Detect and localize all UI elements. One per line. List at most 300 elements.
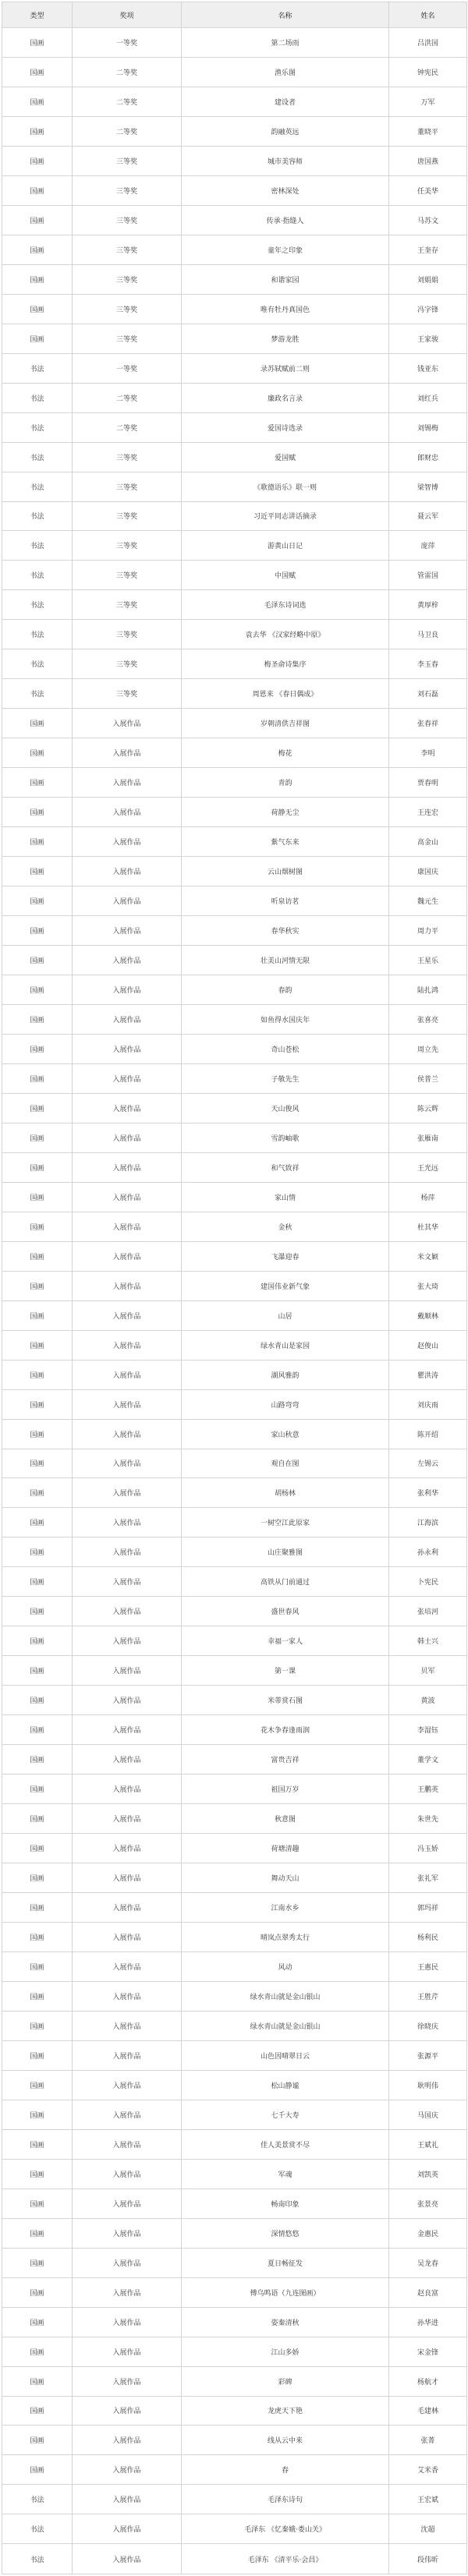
cell-author: 杨利民 (389, 1923, 467, 1952)
cell-award: 入展作品 (73, 2514, 182, 2544)
cell-title: 如鱼得水国庆年 (182, 1004, 389, 1034)
header-author: 姓名 (389, 2, 467, 28)
cell-type: 书法 (2, 501, 73, 531)
cell-type: 书法 (2, 590, 73, 620)
cell-title: 云山烟树图 (182, 857, 389, 886)
cell-type: 国画 (2, 1508, 73, 1537)
table-row (2, 2396, 467, 2426)
cell-award: 入展作品 (73, 1300, 182, 1330)
table-row (2, 1893, 467, 1923)
cell-title: 紫气东来 (182, 827, 389, 857)
cell-award: 入展作品 (73, 1537, 182, 1567)
cell-award: 入展作品 (73, 1508, 182, 1537)
cell-type: 国画 (2, 1449, 73, 1478)
cell-author: 高金山 (389, 827, 467, 857)
cell-type: 国画 (2, 798, 73, 827)
cell-type: 书法 (2, 679, 73, 709)
cell-author: 黄厚梓 (389, 590, 467, 620)
cell-award: 三等奖 (73, 649, 182, 679)
cell-award: 入展作品 (73, 798, 182, 827)
table-row (2, 1449, 467, 1478)
table-row (2, 738, 467, 768)
cell-title: 《歌德语乐》联一则 (182, 472, 389, 501)
cell-award: 二等奖 (73, 57, 182, 87)
cell-title: 绿水青山是家园 (182, 1330, 389, 1360)
cell-award: 入展作品 (73, 1951, 182, 1981)
cell-award: 三等奖 (73, 146, 182, 175)
cell-author: 刘红兵 (389, 383, 467, 412)
table-row (2, 57, 467, 87)
table-row (2, 383, 467, 412)
cell-title: 春 (182, 2455, 389, 2485)
cell-author: 刘锡梅 (389, 412, 467, 442)
cell-award: 入展作品 (73, 827, 182, 857)
cell-type: 国画 (2, 1834, 73, 1863)
cell-award: 一等奖 (73, 353, 182, 383)
cell-award: 入展作品 (73, 975, 182, 1005)
cell-title: 彩碑 (182, 2366, 389, 2396)
cell-award: 入展作品 (73, 1567, 182, 1597)
cell-title: 绿水青山就是金山银山 (182, 2011, 389, 2040)
cell-title: 传承·指缝人 (182, 205, 389, 235)
cell-type: 国画 (2, 975, 73, 1005)
cell-title: 姿秦清秋 (182, 2307, 389, 2337)
cell-title: 毛泽东诗句 (182, 2485, 389, 2514)
cell-title: 毛泽东诗词选 (182, 590, 389, 620)
table-row (2, 1537, 467, 1567)
cell-title: 荷塘清趣 (182, 1834, 389, 1863)
cell-author: 吴龙春 (389, 2248, 467, 2277)
table-row (2, 1656, 467, 1686)
cell-type: 国画 (2, 1715, 73, 1745)
cell-title: 山路弯弯 (182, 1389, 389, 1419)
table-row (2, 2159, 467, 2189)
cell-type: 国画 (2, 205, 73, 235)
table-row (2, 501, 467, 531)
cell-title: 风动 (182, 1951, 389, 1981)
table-row (2, 1123, 467, 1152)
cell-type: 国画 (2, 1182, 73, 1212)
cell-author: 王宏斌 (389, 2485, 467, 2514)
cell-title: 建设者 (182, 87, 389, 116)
table-row (2, 1241, 467, 1271)
cell-title: 爱国赋 (182, 442, 389, 472)
cell-title: 深情悠悠 (182, 2218, 389, 2248)
cell-type: 国画 (2, 1241, 73, 1271)
cell-award: 三等奖 (73, 205, 182, 235)
cell-award: 入展作品 (73, 1863, 182, 1893)
cell-award: 入展作品 (73, 2189, 182, 2218)
table-row (2, 561, 467, 590)
table-row (2, 1330, 467, 1360)
cell-author: 王奎存 (389, 235, 467, 264)
cell-title: 城市美容师 (182, 146, 389, 175)
cell-title: 畅南印象 (182, 2189, 389, 2218)
cell-title: 家山秋意 (182, 1419, 389, 1449)
cell-title: 一树空江此原家 (182, 1508, 389, 1537)
cell-award: 入展作品 (73, 857, 182, 886)
cell-award: 入展作品 (73, 2337, 182, 2366)
cell-title: 山庄聚雅图 (182, 1537, 389, 1567)
table-row (2, 472, 467, 501)
table-row (2, 2248, 467, 2277)
cell-author: 聂云军 (389, 501, 467, 531)
cell-type: 国画 (2, 916, 73, 946)
cell-author: 张源平 (389, 2040, 467, 2070)
table-row (2, 2426, 467, 2455)
table-row (2, 1182, 467, 1212)
table-row (2, 294, 467, 324)
cell-author: 吕洪国 (389, 28, 467, 58)
table-row (2, 857, 467, 886)
cell-title: 观自在图 (182, 1449, 389, 1478)
cell-author: 梁智博 (389, 472, 467, 501)
cell-author: 王惠民 (389, 1951, 467, 1981)
cell-type: 国画 (2, 1745, 73, 1775)
cell-title: 晴岚点翠秀太行 (182, 1923, 389, 1952)
cell-type: 国画 (2, 1419, 73, 1449)
cell-title: 听泉访茗 (182, 886, 389, 916)
cell-author: 张培河 (389, 1597, 467, 1626)
cell-type: 国画 (2, 2159, 73, 2189)
cell-award: 入展作品 (73, 1004, 182, 1034)
table-row (2, 1300, 467, 1330)
cell-author: 孙华进 (389, 2307, 467, 2337)
cell-author: 刘娟娟 (389, 264, 467, 294)
cell-type: 国画 (2, 1360, 73, 1389)
cell-award: 三等奖 (73, 175, 182, 205)
cell-award: 入展作品 (73, 2544, 182, 2574)
cell-title: 夏日畅征发 (182, 2248, 389, 2277)
table-row (2, 679, 467, 709)
cell-award: 入展作品 (73, 1212, 182, 1241)
cell-type: 国画 (2, 2129, 73, 2159)
cell-author: 张春祥 (389, 709, 467, 738)
header-row (2, 2, 467, 28)
table-row (2, 116, 467, 146)
table-row (2, 649, 467, 679)
cell-type: 国画 (2, 1537, 73, 1567)
cell-award: 入展作品 (73, 1656, 182, 1686)
cell-author: 戴顺林 (389, 1300, 467, 1330)
cell-author: 艾米香 (389, 2455, 467, 2485)
cell-award: 入展作品 (73, 1834, 182, 1863)
table-row (2, 1863, 467, 1893)
cell-author: 王斌礼 (389, 2129, 467, 2159)
cell-type: 国画 (2, 1775, 73, 1804)
cell-award: 入展作品 (73, 1152, 182, 1182)
cell-title: 舞动天山 (182, 1863, 389, 1893)
table-row (2, 2307, 467, 2337)
cell-type: 国画 (2, 1804, 73, 1834)
table-row (2, 87, 467, 116)
table-row (2, 1686, 467, 1715)
cell-type: 国画 (2, 294, 73, 324)
cell-type: 国画 (2, 87, 73, 116)
cell-title: 松山静谧 (182, 2070, 389, 2100)
cell-type: 国画 (2, 2011, 73, 2040)
cell-award: 入展作品 (73, 1241, 182, 1271)
cell-award: 入展作品 (73, 2218, 182, 2248)
table-row (2, 1212, 467, 1241)
cell-type: 国画 (2, 1567, 73, 1597)
cell-award: 三等奖 (73, 531, 182, 561)
cell-title: 山居 (182, 1300, 389, 1330)
cell-author: 唐国燕 (389, 146, 467, 175)
table-row (2, 1597, 467, 1626)
table-row (2, 2011, 467, 2040)
cell-award: 入展作品 (73, 2426, 182, 2455)
cell-author: 张菁 (389, 2426, 467, 2455)
table-row (2, 2218, 467, 2248)
table-row (2, 1093, 467, 1123)
cell-title: 金秋 (182, 1212, 389, 1241)
cell-type: 国画 (2, 235, 73, 264)
table-row (2, 2070, 467, 2100)
cell-title: 飞瀑迎春 (182, 1241, 389, 1271)
cell-type: 书法 (2, 2485, 73, 2514)
cell-title: 童年之印象 (182, 235, 389, 264)
cell-title: 录苏轼赋前二则 (182, 353, 389, 383)
cell-award: 入展作品 (73, 2129, 182, 2159)
cell-title: 中国赋 (182, 561, 389, 590)
cell-type: 国画 (2, 2337, 73, 2366)
cell-type: 国画 (2, 2307, 73, 2337)
cell-type: 书法 (2, 2514, 73, 2544)
cell-award: 入展作品 (73, 1123, 182, 1152)
cell-award: 入展作品 (73, 2277, 182, 2307)
cell-award: 入展作品 (73, 2159, 182, 2189)
cell-title: 袁去华 《汉家经略中原》 (182, 620, 389, 649)
cell-award: 入展作品 (73, 2070, 182, 2100)
cell-award: 入展作品 (73, 1478, 182, 1508)
cell-author: 徐晓庆 (389, 2011, 467, 2040)
cell-award: 三等奖 (73, 294, 182, 324)
cell-type: 国画 (2, 1212, 73, 1241)
table-row (2, 442, 467, 472)
cell-title: 和气致祥 (182, 1152, 389, 1182)
cell-award: 入展作品 (73, 1389, 182, 1419)
cell-author: 陈开绍 (389, 1419, 467, 1449)
table-row (2, 531, 467, 561)
table-row (2, 2277, 467, 2307)
cell-author: 金惠民 (389, 2218, 467, 2248)
cell-award: 入展作品 (73, 1686, 182, 1715)
cell-type: 国画 (2, 1123, 73, 1152)
table-row (2, 1389, 467, 1419)
cell-award: 入展作品 (73, 738, 182, 768)
cell-author: 周力平 (389, 916, 467, 946)
cell-author: 韩士兴 (389, 1626, 467, 1656)
cell-author: 杜其华 (389, 1212, 467, 1241)
cell-title: 子敬先生 (182, 1063, 389, 1093)
table-row (2, 886, 467, 916)
cell-title: 建国伟业新气象 (182, 1271, 389, 1300)
cell-title: 军魂 (182, 2159, 389, 2189)
cell-type: 国画 (2, 2070, 73, 2100)
table-row (2, 1923, 467, 1952)
table-row (2, 353, 467, 383)
cell-type: 国画 (2, 2455, 73, 2485)
cell-title: 梅花 (182, 738, 389, 768)
table-row (2, 2485, 467, 2514)
table-row (2, 1745, 467, 1775)
cell-award: 入展作品 (73, 1804, 182, 1834)
cell-author: 庞萍 (389, 531, 467, 561)
cell-award: 入展作品 (73, 709, 182, 738)
cell-author: 米文颖 (389, 1241, 467, 1271)
cell-type: 国画 (2, 146, 73, 175)
cell-author: 郎财忠 (389, 442, 467, 472)
cell-title: 佳人美景赏不尽 (182, 2129, 389, 2159)
cell-author: 沈超 (389, 2514, 467, 2544)
cell-author: 王星乐 (389, 946, 467, 975)
cell-type: 书法 (2, 412, 73, 442)
cell-type: 国画 (2, 116, 73, 146)
table-row (2, 324, 467, 353)
table-row (2, 975, 467, 1005)
cell-author: 刘石磊 (389, 679, 467, 709)
cell-author: 陆扎鸿 (389, 975, 467, 1005)
table-row (2, 412, 467, 442)
cell-author: 钟宪民 (389, 57, 467, 87)
cell-title: 雪韵岫歌 (182, 1123, 389, 1152)
cell-title: 梦游龙胜 (182, 324, 389, 353)
table-row (2, 1775, 467, 1804)
cell-award: 三等奖 (73, 679, 182, 709)
cell-author: 毛建林 (389, 2396, 467, 2426)
table-row (2, 946, 467, 975)
cell-title: 毛泽东 《清平乐·会昌》 (182, 2544, 389, 2574)
cell-title: 富贵吉祥 (182, 1745, 389, 1775)
cell-author: 冯字锋 (389, 294, 467, 324)
cell-type: 国画 (2, 1863, 73, 1893)
cell-title: 祖国万岁 (182, 1775, 389, 1804)
table-row (2, 768, 467, 798)
table-row (2, 146, 467, 175)
cell-award: 入展作品 (73, 1063, 182, 1093)
cell-title: 奇山苍松 (182, 1034, 389, 1063)
cell-title: 爱国诗选录 (182, 412, 389, 442)
cell-author: 江海滨 (389, 1508, 467, 1537)
cell-author: 张喜亮 (389, 1004, 467, 1034)
cell-type: 国画 (2, 2396, 73, 2426)
cell-award: 三等奖 (73, 472, 182, 501)
table-row (2, 2040, 467, 2070)
cell-award: 入展作品 (73, 2040, 182, 2070)
cell-award: 入展作品 (73, 1775, 182, 1804)
cell-title: 花木争春逢雨润 (182, 1715, 389, 1745)
table-row (2, 620, 467, 649)
cell-award: 二等奖 (73, 116, 182, 146)
cell-type: 国画 (2, 57, 73, 87)
cell-author: 任美华 (389, 175, 467, 205)
cell-author: 孙永利 (389, 1537, 467, 1567)
table-row (2, 2189, 467, 2218)
cell-author: 魏元生 (389, 886, 467, 916)
cell-title: 唯有牡丹真国色 (182, 294, 389, 324)
cell-award: 入展作品 (73, 1093, 182, 1123)
cell-type: 国画 (2, 1152, 73, 1182)
cell-title: 七千大寿 (182, 2100, 389, 2129)
cell-author: 杨萍 (389, 1182, 467, 1212)
cell-author: 钱亚东 (389, 353, 467, 383)
cell-author: 董晓平 (389, 116, 467, 146)
table-row (2, 235, 467, 264)
cell-title: 山色因晴翠日云 (182, 2040, 389, 2070)
cell-author: 侯普兰 (389, 1063, 467, 1093)
table-row (2, 1981, 467, 2011)
cell-author: 卜宪民 (389, 1567, 467, 1597)
cell-award: 二等奖 (73, 383, 182, 412)
cell-award: 三等奖 (73, 324, 182, 353)
cell-type: 书法 (2, 2544, 73, 2574)
cell-author: 左锡云 (389, 1449, 467, 1478)
cell-title: 家山情 (182, 1182, 389, 1212)
table-row (2, 1508, 467, 1537)
cell-type: 国画 (2, 1893, 73, 1923)
cell-type: 国画 (2, 28, 73, 58)
cell-award: 入展作品 (73, 1330, 182, 1360)
cell-type: 国画 (2, 2248, 73, 2277)
cell-type: 书法 (2, 472, 73, 501)
cell-author: 杨航才 (389, 2366, 467, 2396)
cell-author: 万军 (389, 87, 467, 116)
cell-author: 张景亮 (389, 2189, 467, 2218)
cell-type: 国画 (2, 738, 73, 768)
cell-author: 朱世先 (389, 1804, 467, 1834)
table-row (2, 1360, 467, 1389)
cell-award: 入展作品 (73, 2485, 182, 2514)
cell-type: 国画 (2, 768, 73, 798)
table-row (2, 1626, 467, 1656)
cell-author: 王胜芹 (389, 1981, 467, 2011)
table-row (2, 798, 467, 827)
cell-author: 周立先 (389, 1034, 467, 1063)
cell-title: 廉政名言录 (182, 383, 389, 412)
cell-title: 习近平同志讲话摘录 (182, 501, 389, 531)
cell-author: 张雁南 (389, 1123, 467, 1152)
cell-type: 书法 (2, 649, 73, 679)
cell-award: 入展作品 (73, 2366, 182, 2396)
cell-author: 张利华 (389, 1478, 467, 1508)
table-row (2, 1478, 467, 1508)
cell-title: 壮美山河情无限 (182, 946, 389, 975)
cell-title: 毛泽东 《忆秦娥·娄山关》 (182, 2514, 389, 2544)
cell-type: 国画 (2, 1004, 73, 1034)
cell-award: 入展作品 (73, 946, 182, 975)
cell-type: 国画 (2, 1626, 73, 1656)
table-row (2, 2455, 467, 2485)
table-row (2, 28, 467, 58)
cell-award: 入展作品 (73, 1034, 182, 1063)
table-row (2, 1567, 467, 1597)
table-row (2, 1834, 467, 1863)
table-row (2, 205, 467, 235)
table-row (2, 2544, 467, 2574)
cell-award: 三等奖 (73, 501, 182, 531)
table-row (2, 827, 467, 857)
cell-title: 龙虎天下艳 (182, 2396, 389, 2426)
cell-type: 国画 (2, 2366, 73, 2396)
cell-author: 张礼军 (389, 1863, 467, 1893)
cell-type: 国画 (2, 1063, 73, 1093)
cell-type: 国画 (2, 1951, 73, 1981)
cell-type: 国画 (2, 1034, 73, 1063)
cell-author: 王鹏英 (389, 1775, 467, 1804)
cell-title: 游黄山日记 (182, 531, 389, 561)
header-award: 奖项 (73, 2, 182, 28)
